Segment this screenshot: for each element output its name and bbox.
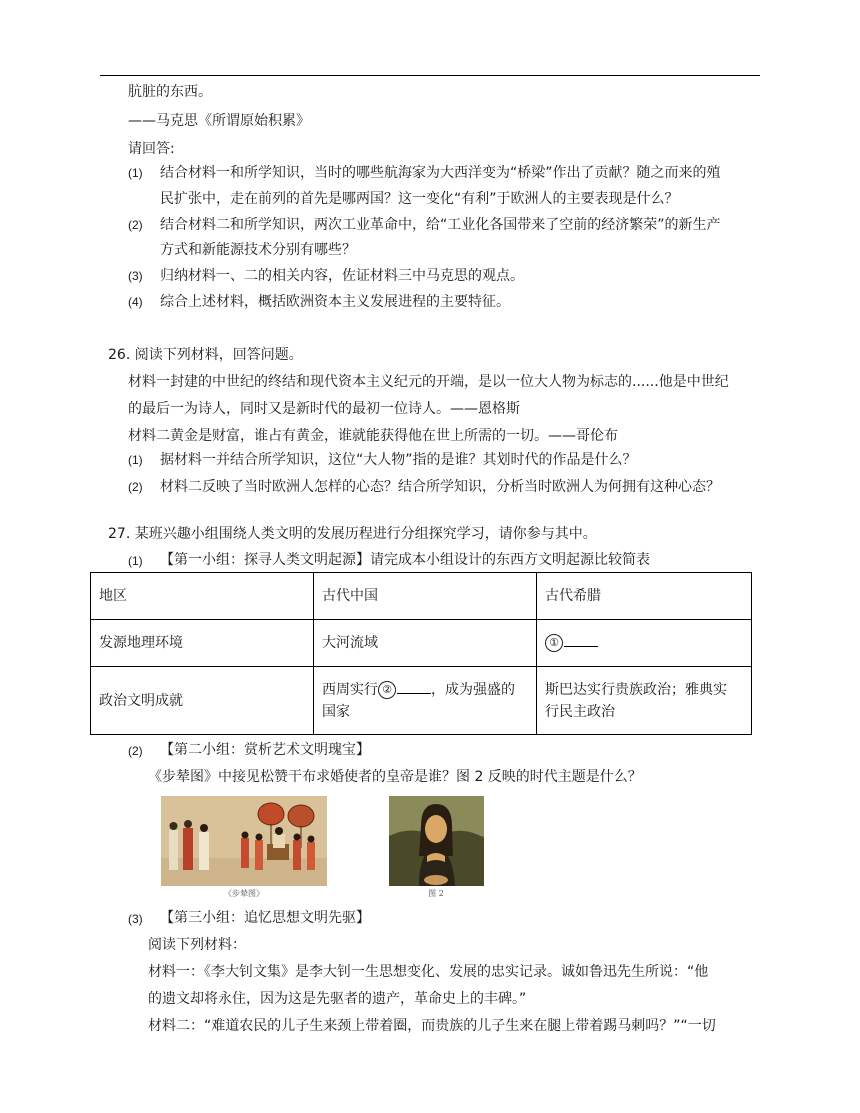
official-figure xyxy=(169,820,209,870)
table-cell-china-politics xyxy=(314,667,537,735)
q25-item-3-line-1: 归纳材料一、二的相关内容，佐证材料三中马克思的观点。 xyxy=(160,268,524,284)
q27-part-1-number: (1) xyxy=(128,554,143,568)
bunian-tu-painting-image xyxy=(161,796,327,886)
material-tail: 肮脏的东西。 xyxy=(128,84,212,100)
source-citation: ——马克思《所谓原始积累》 xyxy=(128,113,310,129)
q25-item-1-line-2: 民扩张中，走在前列的首先是哪两国？这一变化“有利”于欧洲人的主要表现是什么？ xyxy=(160,191,679,207)
mona-lisa-painting-image xyxy=(389,796,484,886)
q27-material-1-line-2: 的遗文却将永住，因为这是先驱者的遗产，革命史上的丰碑。” xyxy=(148,991,527,1007)
q25-item-1-number: (1) xyxy=(128,166,143,180)
q27-part-3-title: 【第三小组：追忆思想文明先驱】 xyxy=(160,910,370,926)
q25-item-1-line-1: 结合材料一和所学知识，当时的哪些航海家为大西洋变为“桥梁”作出了贡献？随之而来的殖 xyxy=(160,165,721,181)
q26-item-2: 材料二反映了当时欧洲人怎样的心态？结合所学知识，分析当时欧洲人为何拥有这种心态？ xyxy=(160,479,720,495)
table-header-region: 地区 xyxy=(91,573,314,620)
comparison-table xyxy=(90,572,752,735)
figure-2-caption: 图 2 xyxy=(428,889,444,898)
q27-material-2: 材料二：“难道农民的儿子生来颈上带着圈，而贵族的儿子生来在腿上带着踢马刺吗？”“一切 xyxy=(148,1018,716,1034)
q25-item-3-number: (3) xyxy=(128,269,143,283)
q26-item-1-number: (1) xyxy=(128,453,143,467)
q26-material-2: 材料二黄金是财富，谁占有黄金，谁就能获得他在世上所需的一切。——哥伦布 xyxy=(128,428,618,444)
table-cell-greece-politics xyxy=(537,667,752,735)
q27-part-3-number: (3) xyxy=(128,912,143,926)
q27-part-2-question: 《步辇图》中接见松赞干布求婚使者的皇帝是谁？图 2 反映的时代主题是什么？ xyxy=(148,769,642,785)
answer-blank-1 xyxy=(564,632,598,647)
china-politics-prefix: 西周实行 xyxy=(322,681,378,698)
q25-item-4-number: (4) xyxy=(128,295,143,309)
figure-1-caption: 《步辇图》 xyxy=(224,889,264,898)
q25-item-2-number: (2) xyxy=(128,218,143,232)
q26-material-1-line-2: 的最后一为诗人，同时又是新时代的最初一位诗人。——恩格斯 xyxy=(128,401,520,417)
q27-part-2-title: 【第二小组：赏析艺术文明瑰宝】 xyxy=(160,742,370,758)
greece-politics-line-2: 行民主政治 xyxy=(545,703,615,720)
china-politics-line-2: 国家 xyxy=(322,703,350,720)
table-cell-greece-geography xyxy=(537,620,752,667)
q27-material-1-line-1: 材料一：《李大钊文集》是李大钊一生思想变化、发展的忠实记录。诚如鲁迅先生所说：“他 xyxy=(148,964,709,980)
q27-part-3-prompt: 阅读下列材料： xyxy=(148,937,246,953)
q27-part-1-text: 【第一小组：探寻人类文明起源】请完成本小组设计的东西方文明起源比较简表 xyxy=(160,552,650,568)
table-row-label-geography: 发源地理环境 xyxy=(91,620,314,667)
q25-item-4-line-1: 综合上述材料，概括欧洲资本主义发展进程的主要特征。 xyxy=(160,294,510,310)
greece-politics-line-1: 斯巴达实行贵族政治；雅典实 xyxy=(545,681,727,698)
blank-marker-1: ① xyxy=(545,634,563,652)
answer-prompt: 请回答: xyxy=(128,141,175,157)
q25-item-2-line-1: 结合材料二和所学知识，两次工业革命中，给“工业化各国带来了空前的经济繁荣”的新生产 xyxy=(160,217,721,233)
q26-item-1: 据材料一并结合所学知识，这位“大人物”指的是谁？其划时代的作品是什么？ xyxy=(160,452,637,468)
q26-item-2-number: (2) xyxy=(128,480,143,494)
hands-shape xyxy=(424,875,448,885)
question-26-title: 26. 阅读下列材料，回答问题。 xyxy=(108,347,303,363)
q25-item-2-line-2: 方式和新能源技术分别有哪些？ xyxy=(160,242,356,258)
q27-part-2-number: (2) xyxy=(128,744,143,758)
q26-material-1-line-1: 材料一封建的中世纪的终结和现代资本主义纪元的开端，是以一位大人物为标志的......他是中世纪 xyxy=(128,374,729,390)
question-27-title: 27. 某班兴趣小组围绕人类文明的发展历程进行分组探究学习，请你参与其中。 xyxy=(108,526,597,542)
face-shape xyxy=(425,815,447,843)
china-politics-suffix: ，成为强盛的 xyxy=(431,681,515,698)
table-row-label-politics: 政治文明成就 xyxy=(91,667,314,735)
blank-marker-2: ② xyxy=(378,681,396,699)
answer-blank-2 xyxy=(397,679,431,694)
header-rule xyxy=(100,75,760,76)
table-header-greece: 古代希腊 xyxy=(537,573,752,620)
table-header-china: 古代中国 xyxy=(314,573,537,620)
table-cell-china-geography: 大河流域 xyxy=(314,620,537,667)
